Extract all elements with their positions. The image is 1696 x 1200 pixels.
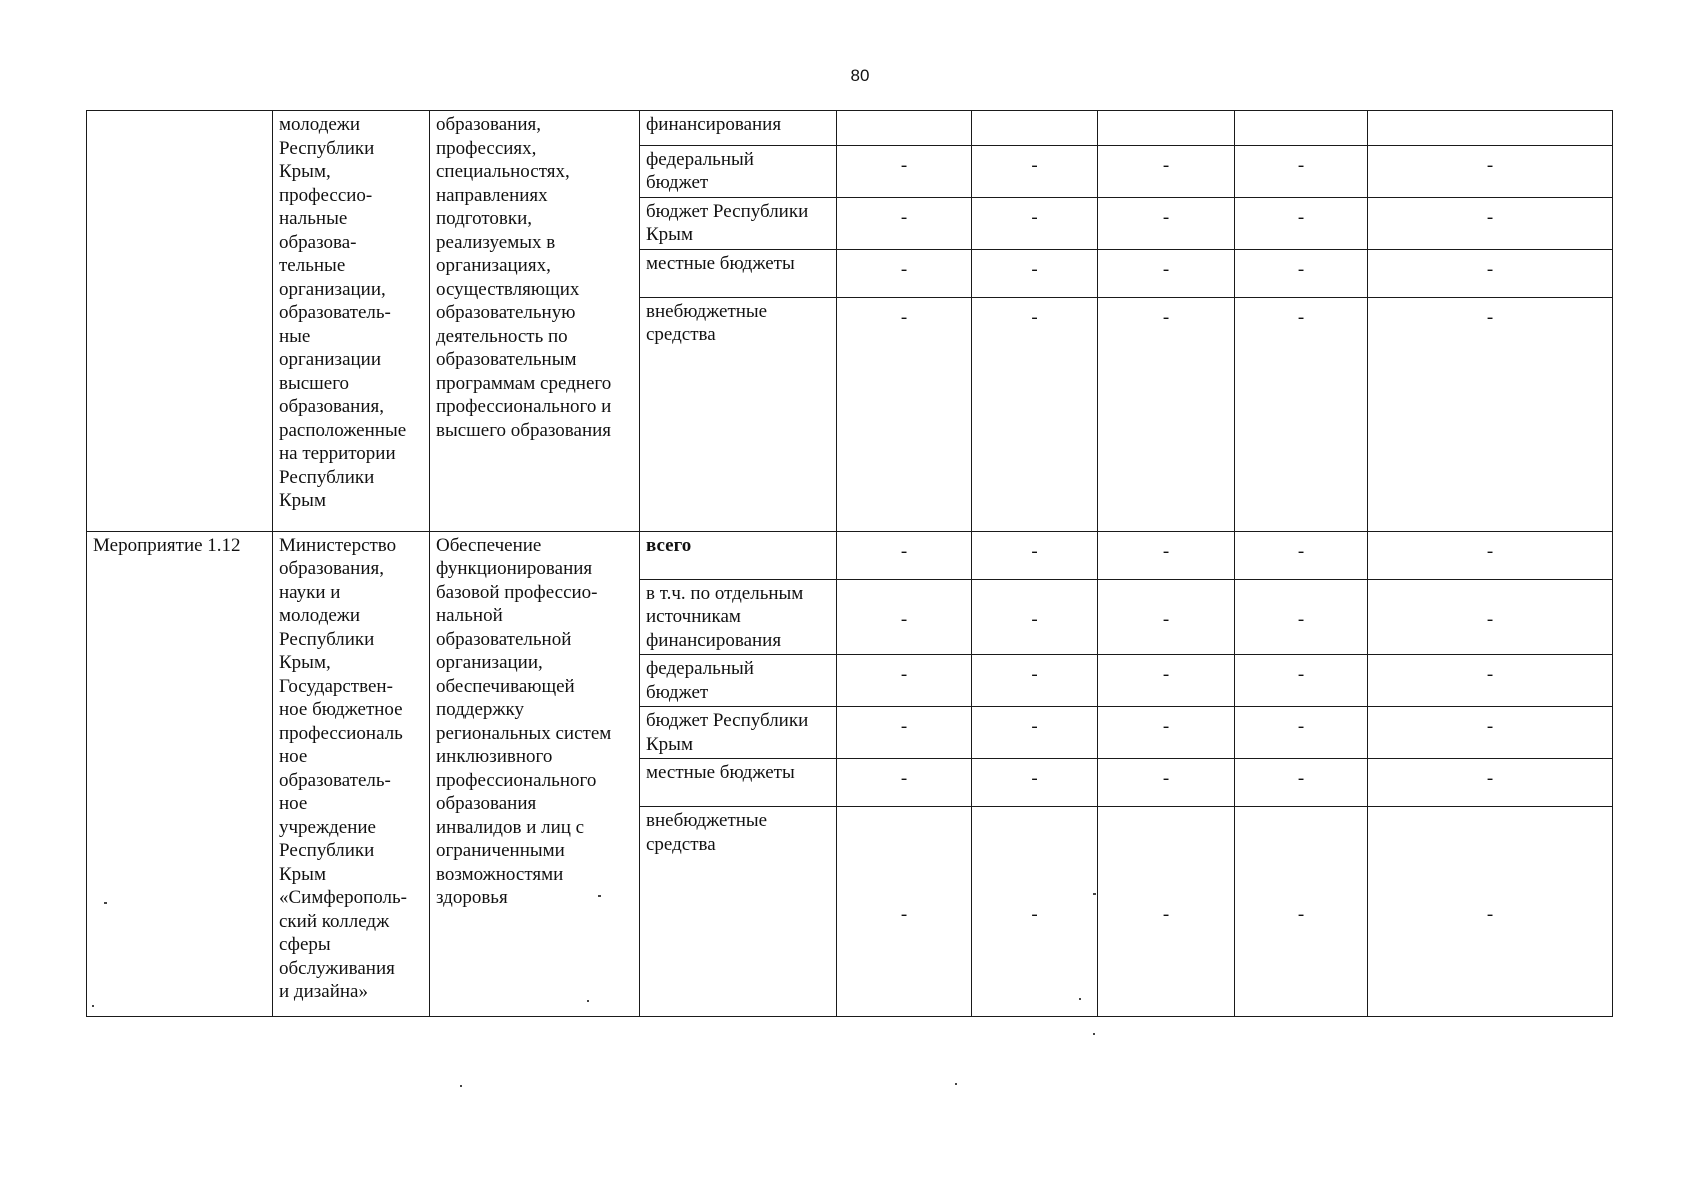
- description-line: образовательной: [436, 628, 572, 650]
- value-cell: [1368, 111, 1613, 146]
- value-text: -: [1031, 716, 1038, 737]
- description-line: функционирования: [436, 558, 593, 579]
- value-text: -: [1162, 540, 1170, 562]
- funding-source-line: бюджет Республики: [646, 200, 809, 222]
- value-cell: [837, 655, 972, 707]
- executor-line: ные: [279, 325, 311, 347]
- value-cell: [1098, 249, 1235, 297]
- value-text: -: [1031, 609, 1038, 630]
- value-text: -: [1486, 540, 1494, 562]
- funding-source-line: бюджет: [646, 172, 709, 193]
- scan-speck: [587, 1000, 589, 1002]
- executor-line: Крым,: [279, 652, 331, 673]
- value-text: -: [1486, 306, 1494, 328]
- value-text: -: [1486, 903, 1494, 925]
- description-line: деятельность по: [436, 325, 568, 347]
- funding-source-line: федеральный: [646, 658, 754, 679]
- executor-line: ное: [279, 793, 308, 814]
- description-line: здоровья: [436, 887, 508, 908]
- value-cell: [1368, 531, 1613, 579]
- value-text: -: [1297, 664, 1305, 685]
- funding-source-line: внебюджетные: [646, 300, 768, 322]
- funding-source-line: финансирования: [646, 114, 782, 135]
- value-text: -: [1297, 716, 1305, 737]
- description-line: реализуемых в: [436, 231, 556, 253]
- description-line: образовательным: [436, 349, 577, 370]
- description-line: профессионального: [436, 769, 597, 791]
- funding-source-line: финансирования: [646, 629, 782, 651]
- description-line: высшего образования: [436, 419, 612, 441]
- value-text: -: [1162, 664, 1170, 685]
- funding-source-line: Крым: [646, 733, 693, 755]
- value-cell: [837, 531, 972, 579]
- value-cell: [837, 579, 972, 655]
- funding-source-cell: [640, 807, 837, 1017]
- description-line: профессионального и: [436, 396, 612, 417]
- value-cell: [1235, 249, 1368, 297]
- value-text: -: [1031, 664, 1038, 685]
- value-cell: [972, 197, 1098, 249]
- scan-speck: [104, 902, 107, 904]
- funding-source-cell: [640, 707, 837, 759]
- executor-cell: [273, 111, 430, 532]
- value-text: -: [900, 664, 908, 685]
- value-text: -: [1162, 258, 1170, 280]
- funding-source-cell: [640, 249, 837, 297]
- value-cell: [1098, 111, 1235, 146]
- value-text: -: [900, 716, 908, 737]
- value-text: -: [1297, 903, 1305, 925]
- executor-line: на территории: [279, 443, 396, 464]
- description-line: нальной: [436, 605, 503, 626]
- value-text: -: [1162, 903, 1170, 925]
- description-line: инвалидов и лиц с: [436, 816, 585, 838]
- funding-source-cell: [640, 111, 837, 146]
- value-text: -: [900, 258, 908, 280]
- value-text: -: [1486, 768, 1494, 789]
- value-cell: [972, 759, 1098, 807]
- executor-line: Республики: [279, 628, 375, 650]
- scan-speck: [1079, 998, 1081, 1000]
- executor-line: организации,: [279, 278, 386, 300]
- measure-label-cell: [87, 111, 273, 532]
- description-line: организации,: [436, 652, 543, 673]
- value-cell: [972, 531, 1098, 579]
- value-text: -: [900, 903, 908, 925]
- value-cell: [1235, 197, 1368, 249]
- measure-label: Мероприятие 1.12: [93, 534, 241, 556]
- value-cell: [1098, 707, 1235, 759]
- executor-line: Министерство: [279, 534, 397, 556]
- value-cell: [837, 297, 972, 531]
- value-text: -: [1297, 768, 1305, 789]
- executor-line: Крым: [279, 490, 326, 511]
- executor-line: профессио-: [279, 184, 373, 206]
- value-text: -: [1162, 609, 1170, 630]
- value-text: -: [1486, 154, 1494, 176]
- value-cell: [972, 655, 1098, 707]
- value-cell: [1368, 297, 1613, 531]
- value-text: -: [1297, 154, 1305, 176]
- value-cell: [972, 707, 1098, 759]
- funding-source-line: всего: [646, 534, 692, 556]
- value-cell: [1368, 655, 1613, 707]
- executor-line: профессиональ: [279, 722, 403, 744]
- value-cell: [1368, 145, 1613, 197]
- executor-line: Республики: [279, 466, 375, 488]
- funding-source-line: местные бюджеты: [646, 252, 795, 274]
- description-line: обеспечивающей: [436, 675, 575, 697]
- description-line: организациях,: [436, 255, 551, 276]
- value-text: -: [900, 306, 908, 328]
- value-text: -: [900, 540, 908, 562]
- value-cell: [837, 249, 972, 297]
- funding-source-cell: [640, 145, 837, 197]
- description-line: поддержку: [436, 699, 524, 720]
- description-line: образования: [436, 793, 537, 814]
- value-text: -: [1297, 206, 1305, 228]
- funding-source-cell: [640, 579, 837, 655]
- value-text: -: [1486, 664, 1494, 685]
- value-cell: [837, 111, 972, 146]
- funding-source-cell: [640, 531, 837, 579]
- executor-line: обслуживания: [279, 957, 395, 979]
- description-line: подготовки,: [436, 208, 533, 229]
- executor-line: ное бюджетное: [279, 699, 403, 720]
- funding-source-line: средства: [646, 324, 716, 345]
- value-text: -: [1162, 206, 1170, 228]
- value-text: -: [1162, 306, 1170, 328]
- value-cell: [972, 249, 1098, 297]
- value-cell: [1368, 197, 1613, 249]
- description-line: базовой профессио-: [436, 581, 598, 603]
- executor-line: молодежи: [279, 114, 361, 135]
- value-cell: [1368, 579, 1613, 655]
- scan-speck: [1093, 1033, 1095, 1035]
- value-text: -: [1162, 154, 1170, 176]
- funding-source-cell: [640, 197, 837, 249]
- executor-line: нальные: [279, 208, 348, 229]
- scan-speck: [955, 1083, 957, 1085]
- executor-line: высшего: [279, 372, 350, 394]
- value-text: -: [900, 154, 908, 176]
- description-line: направлениях: [436, 184, 548, 206]
- value-cell: [837, 707, 972, 759]
- description-line: Обеспечение: [436, 534, 542, 556]
- funding-source-line: в т.ч. по отдельным: [646, 582, 804, 604]
- table-row: [87, 111, 1613, 146]
- description-line: образовательную: [436, 302, 576, 323]
- description-cell: [430, 531, 640, 1017]
- executor-line: расположенные: [279, 419, 407, 441]
- funding-source-cell: [640, 655, 837, 707]
- value-cell: [1235, 579, 1368, 655]
- value-cell: [972, 111, 1098, 146]
- description-line: программам среднего: [436, 372, 612, 394]
- executor-line: Республики: [279, 840, 375, 861]
- funding-source-line: источникам: [646, 606, 741, 627]
- executor-line: тельные: [279, 255, 346, 276]
- value-text: -: [900, 609, 908, 630]
- description-cell: [430, 111, 640, 532]
- value-text: -: [1031, 768, 1038, 789]
- value-text: -: [1297, 540, 1305, 562]
- value-text: -: [1486, 716, 1494, 737]
- executor-line: молодежи: [279, 605, 361, 626]
- value-cell: [1235, 707, 1368, 759]
- value-cell: [1368, 249, 1613, 297]
- value-text: -: [1162, 716, 1170, 737]
- executor-line: образова-: [279, 231, 357, 253]
- table-row: [87, 531, 1613, 579]
- value-cell: [1098, 579, 1235, 655]
- executor-line: учреждение: [279, 816, 376, 838]
- value-cell: [837, 807, 972, 1017]
- value-text: -: [1486, 258, 1494, 280]
- value-cell: [1368, 707, 1613, 759]
- value-text: -: [1486, 206, 1494, 228]
- value-text: -: [1162, 768, 1170, 789]
- description-line: образования,: [436, 114, 541, 135]
- funding-source-line: местные бюджеты: [646, 762, 795, 783]
- value-text: -: [1297, 306, 1305, 328]
- funding-source-cell: [640, 759, 837, 807]
- value-cell: [1368, 807, 1613, 1017]
- value-text: -: [900, 206, 908, 228]
- funding-source-line: федеральный: [646, 148, 754, 170]
- executor-line: ский колледж: [279, 910, 390, 932]
- executor-line: образования,: [279, 558, 384, 579]
- executor-line: науки и: [279, 581, 341, 603]
- executor-line: образователь-: [279, 302, 391, 323]
- value-cell: [1098, 297, 1235, 531]
- executor-cell: [273, 531, 430, 1017]
- executor-line: Крым: [279, 863, 326, 885]
- description-line: региональных систем: [436, 722, 612, 744]
- value-text: -: [900, 768, 908, 789]
- scan-speck: [1093, 893, 1096, 895]
- executor-line: Крым,: [279, 161, 331, 182]
- value-cell: [1235, 759, 1368, 807]
- value-text: -: [1297, 609, 1305, 630]
- value-text: -: [1486, 609, 1494, 630]
- value-cell: [972, 579, 1098, 655]
- value-text: -: [1031, 540, 1038, 562]
- funding-source-line: бюджет: [646, 681, 709, 703]
- value-text: -: [1031, 903, 1038, 925]
- value-cell: [1235, 297, 1368, 531]
- page-number: 80: [850, 66, 870, 85]
- executor-line: образования,: [279, 396, 384, 417]
- value-cell: [837, 197, 972, 249]
- funding-source-line: средства: [646, 833, 716, 855]
- executor-line: сферы: [279, 934, 331, 955]
- description-line: ограниченными: [436, 840, 565, 861]
- table-body: [87, 111, 1613, 1017]
- value-cell: [1098, 145, 1235, 197]
- value-text: -: [1297, 258, 1305, 280]
- value-text: -: [1031, 154, 1038, 176]
- value-cell: [972, 297, 1098, 531]
- value-cell: [972, 145, 1098, 197]
- value-cell: [1098, 759, 1235, 807]
- scan-speck: [92, 1005, 94, 1007]
- description-line: инклюзивного: [436, 746, 553, 767]
- description-line: возможностями: [436, 863, 564, 885]
- funding-source-line: Крым: [646, 224, 693, 245]
- value-cell: [1098, 655, 1235, 707]
- value-cell: [1098, 807, 1235, 1017]
- description-line: профессиях,: [436, 137, 537, 159]
- scan-speck: [598, 895, 601, 897]
- value-text: -: [1031, 306, 1038, 328]
- measure-label-cell: [87, 531, 273, 1017]
- executor-line: образователь-: [279, 769, 391, 791]
- funding-source-line: бюджет Республики: [646, 710, 809, 731]
- executor-line: «Симферополь-: [279, 887, 407, 908]
- executor-line: Республики: [279, 137, 375, 159]
- executor-line: ное: [279, 746, 308, 767]
- executor-line: организации: [279, 349, 382, 370]
- scan-speck: [460, 1085, 462, 1087]
- executor-line: Государствен-: [279, 675, 393, 697]
- funding-table: [86, 110, 1613, 1017]
- value-cell: [1098, 531, 1235, 579]
- value-text: -: [1031, 206, 1038, 228]
- executor-line: и дизайна»: [279, 981, 368, 1002]
- value-cell: [837, 145, 972, 197]
- value-cell: [972, 807, 1098, 1017]
- funding-source-line: внебюджетные: [646, 810, 768, 831]
- value-cell: [1235, 655, 1368, 707]
- value-cell: [1235, 531, 1368, 579]
- value-cell: [1098, 197, 1235, 249]
- description-line: осуществляющих: [436, 278, 580, 300]
- value-cell: [1235, 807, 1368, 1017]
- value-cell: [837, 759, 972, 807]
- value-cell: [1235, 145, 1368, 197]
- value-cell: [1235, 111, 1368, 146]
- description-line: специальностях,: [436, 161, 570, 182]
- value-text: -: [1031, 258, 1038, 280]
- funding-source-cell: [640, 297, 837, 531]
- value-cell: [1368, 759, 1613, 807]
